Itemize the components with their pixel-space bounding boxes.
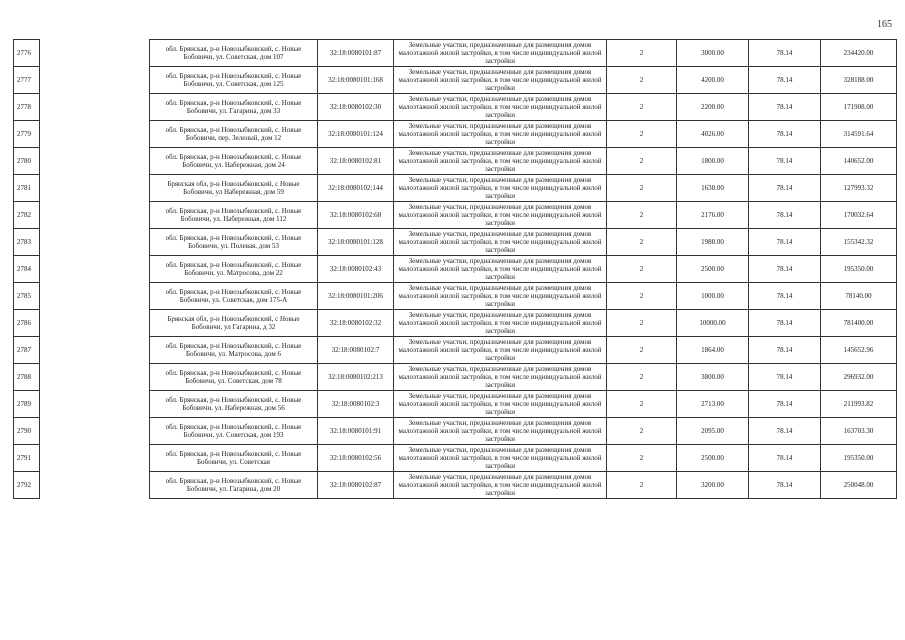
column-gap	[40, 256, 150, 283]
group-number-cell: 2	[607, 94, 677, 121]
group-number-cell: 2	[607, 310, 677, 337]
address-cell: обл. Брянская, р-н Новозыбковский, с. Новые Бобовичи, ул. Советская, дом 107	[150, 40, 318, 67]
cadastral-number-cell: 32:18:0080102:144	[318, 175, 394, 202]
area-cell: 1988.00	[677, 229, 749, 256]
cadastral-value-cell: 314591.64	[821, 121, 897, 148]
table-row	[14, 148, 897, 175]
cadastral-value-cell: 250048.00	[821, 472, 897, 499]
table-row	[14, 283, 897, 310]
column-gap	[40, 418, 150, 445]
column-gap	[40, 364, 150, 391]
unit-value-cell: 78.14	[749, 391, 821, 418]
land-use-cell: Земельные участки, предназначенные для размещения домов малоэтажной жилой застройки, в том числе индивидуальной жилой застройки	[394, 418, 607, 445]
cadastral-number-cell: 32:18:0080101:128	[318, 229, 394, 256]
cadastral-value-cell: 170032.64	[821, 202, 897, 229]
group-number-cell: 2	[607, 418, 677, 445]
group-number-cell: 2	[607, 148, 677, 175]
unit-value-cell: 78.14	[749, 445, 821, 472]
column-gap	[40, 202, 150, 229]
land-use-cell: Земельные участки, предназначенные для размещения домов малоэтажной жилой застройки, в том числе индивидуальной жилой застройки	[394, 229, 607, 256]
land-use-cell: Земельные участки, предназначенные для размещения домов малоэтажной жилой застройки, в том числе индивидуальной жилой застройки	[394, 175, 607, 202]
table-row	[14, 472, 897, 499]
group-number-cell: 2	[607, 202, 677, 229]
row-number: 2785	[14, 283, 40, 310]
group-number-cell: 2	[607, 337, 677, 364]
cadastral-value-cell: 78140.00	[821, 283, 897, 310]
row-number: 2780	[14, 148, 40, 175]
column-gap	[40, 391, 150, 418]
cadastral-number-cell: 32:18:0080101:87	[318, 40, 394, 67]
address-cell: обл. Брянская, р-н Новозыбковский, с. Новые Бобовичи, ул. Набережная, дом 24	[150, 148, 318, 175]
cadastral-number-cell: 32:18:0080102:87	[318, 472, 394, 499]
cadastral-number-cell: 32:18:0080101:168	[318, 67, 394, 94]
unit-value-cell: 78.14	[749, 40, 821, 67]
address-cell: обл. Брянская, р-н Новозыбковский, с. Новые Бобовичи, ул. Набережная, дом 112	[150, 202, 318, 229]
group-number-cell: 2	[607, 445, 677, 472]
land-use-cell: Земельные участки, предназначенные для размещения домов малоэтажной жилой застройки, в том числе индивидуальной жилой застройки	[394, 256, 607, 283]
cadastral-number-cell: 32:18:0080102:43	[318, 256, 394, 283]
column-gap	[40, 283, 150, 310]
table-row	[14, 418, 897, 445]
group-number-cell: 2	[607, 364, 677, 391]
land-plot-table	[13, 39, 897, 499]
cadastral-number-cell: 32:18:0080101:91	[318, 418, 394, 445]
row-number: 2778	[14, 94, 40, 121]
land-use-cell: Земельные участки, предназначенные для размещения домов малоэтажной жилой застройки, в том числе индивидуальной жилой застройки	[394, 121, 607, 148]
group-number-cell: 2	[607, 229, 677, 256]
area-cell: 1864.00	[677, 337, 749, 364]
page-number: 165	[877, 19, 892, 30]
cadastral-number-cell: 32:18:0080102:32	[318, 310, 394, 337]
address-cell: обл. Брянская, р-н Новозыбковский, с. Новые Бобовичи, ул. Полевая, дом 53	[150, 229, 318, 256]
cadastral-value-cell: 328188.00	[821, 67, 897, 94]
row-number: 2787	[14, 337, 40, 364]
table-row	[14, 202, 897, 229]
cadastral-value-cell: 145652.96	[821, 337, 897, 364]
unit-value-cell: 78.14	[749, 67, 821, 94]
land-use-cell: Земельные участки, предназначенные для размещения домов малоэтажной жилой застройки, в том числе индивидуальной жилой застройки	[394, 472, 607, 499]
land-use-cell: Земельные участки, предназначенные для размещения домов малоэтажной жилой застройки, в том числе индивидуальной жилой застройки	[394, 364, 607, 391]
cadastral-number-cell: 32:18:0080102:7	[318, 337, 394, 364]
row-number: 2783	[14, 229, 40, 256]
group-number-cell: 2	[607, 121, 677, 148]
address-cell: обл. Брянская, р-н Новозыбковский, с. Новые Бобовичи, ул. Советская	[150, 445, 318, 472]
column-gap	[40, 40, 150, 67]
table-row	[14, 256, 897, 283]
column-gap	[40, 472, 150, 499]
table-row	[14, 40, 897, 67]
table-row	[14, 445, 897, 472]
address-cell: обл. Брянская, р-н Новозыбковский, с. Новые Бобовичи, ул. Набережная, дом 56	[150, 391, 318, 418]
land-use-cell: Земельные участки, предназначенные для размещения домов малоэтажной жилой застройки, в том числе индивидуальной жилой застройки	[394, 391, 607, 418]
group-number-cell: 2	[607, 283, 677, 310]
cadastral-number-cell: 32:18:0080102:81	[318, 148, 394, 175]
row-number: 2777	[14, 67, 40, 94]
column-gap	[40, 337, 150, 364]
land-use-cell: Земельные участки, предназначенные для размещения домов малоэтажной жилой застройки, в том числе индивидуальной жилой застройки	[394, 67, 607, 94]
row-number: 2784	[14, 256, 40, 283]
table-row	[14, 310, 897, 337]
table-row	[14, 229, 897, 256]
unit-value-cell: 78.14	[749, 202, 821, 229]
land-use-cell: Земельные участки, предназначенные для размещения домов малоэтажной жилой застройки, в том числе индивидуальной жилой застройки	[394, 337, 607, 364]
unit-value-cell: 78.14	[749, 310, 821, 337]
column-gap	[40, 67, 150, 94]
area-cell: 1800.00	[677, 148, 749, 175]
address-cell: обл. Брянская, р-н Новозыбковский, с. Новые Бобовичи, пер. Зеленый, дом 12	[150, 121, 318, 148]
unit-value-cell: 78.14	[749, 256, 821, 283]
land-use-cell: Земельные участки, предназначенные для размещения домов малоэтажной жилой застройки, в том числе индивидуальной жилой застройки	[394, 40, 607, 67]
row-number: 2776	[14, 40, 40, 67]
cadastral-number-cell: 32:18:0080102:68	[318, 202, 394, 229]
column-gap	[40, 94, 150, 121]
cadastral-number-cell: 32:18:0080102:56	[318, 445, 394, 472]
area-cell: 2200.00	[677, 94, 749, 121]
row-number: 2789	[14, 391, 40, 418]
unit-value-cell: 78.14	[749, 229, 821, 256]
address-cell: обл. Брянская, р-н Новозыбковский, с. Новые Бобовичи, ул. Советская, дом 78	[150, 364, 318, 391]
column-gap	[40, 310, 150, 337]
table-row	[14, 364, 897, 391]
area-cell: 2713.00	[677, 391, 749, 418]
land-use-cell: Земельные участки, предназначенные для размещения домов малоэтажной жилой застройки, в том числе индивидуальной жилой застройки	[394, 283, 607, 310]
table-body	[14, 40, 897, 499]
address-cell: обл. Брянская, р-н Новозыбковский, с. Новые Бобовичи, ул. Советская, дом 175-А	[150, 283, 318, 310]
unit-value-cell: 78.14	[749, 94, 821, 121]
land-use-cell: Земельные участки, предназначенные для размещения домов малоэтажной жилой застройки, в том числе индивидуальной жилой застройки	[394, 148, 607, 175]
table-row	[14, 94, 897, 121]
land-use-cell: Земельные участки, предназначенные для размещения домов малоэтажной жилой застройки, в том числе индивидуальной жилой застройки	[394, 202, 607, 229]
cadastral-value-cell: 234420.00	[821, 40, 897, 67]
table-row	[14, 67, 897, 94]
row-number: 2782	[14, 202, 40, 229]
cadastral-value-cell: 140652.00	[821, 148, 897, 175]
cadastral-value-cell: 155342.32	[821, 229, 897, 256]
cadastral-value-cell: 195350.00	[821, 256, 897, 283]
area-cell: 1000.00	[677, 283, 749, 310]
address-cell: обл. Брянская, р-н Новозыбковский, с. Новые Бобовичи, ул. Советская, дом 125	[150, 67, 318, 94]
area-cell: 3000.00	[677, 40, 749, 67]
row-number: 2790	[14, 418, 40, 445]
unit-value-cell: 78.14	[749, 472, 821, 499]
table-row	[14, 121, 897, 148]
cadastral-number-cell: 32:18:0080102:213	[318, 364, 394, 391]
row-number: 2791	[14, 445, 40, 472]
group-number-cell: 2	[607, 67, 677, 94]
row-number: 2781	[14, 175, 40, 202]
cadastral-number-cell: 32:18:0080102:3	[318, 391, 394, 418]
address-cell: обл. Брянская, р-н Новозыбковский, с. Новые Бобовичи, ул. Матросова, дом 22	[150, 256, 318, 283]
area-cell: 3200.00	[677, 472, 749, 499]
group-number-cell: 2	[607, 175, 677, 202]
land-use-cell: Земельные участки, предназначенные для размещения домов малоэтажной жилой застройки, в том числе индивидуальной жилой застройки	[394, 94, 607, 121]
column-gap	[40, 445, 150, 472]
area-cell: 2176.00	[677, 202, 749, 229]
unit-value-cell: 78.14	[749, 337, 821, 364]
cadastral-value-cell: 163703.30	[821, 418, 897, 445]
cadastral-number-cell: 32:18:0080102:30	[318, 94, 394, 121]
address-cell: обл. Брянская, р-н Новозыбковский, с. Новые Бобовичи, ул. Гагарина, дом 33	[150, 94, 318, 121]
group-number-cell: 2	[607, 40, 677, 67]
column-gap	[40, 229, 150, 256]
column-gap	[40, 121, 150, 148]
unit-value-cell: 78.14	[749, 148, 821, 175]
address-cell: обл. Брянская, р-н Новозыбковский, с. Новые Бобовичи, ул. Матросова, дом 6	[150, 337, 318, 364]
land-use-cell: Земельные участки, предназначенные для размещения домов малоэтажной жилой застройки, в том числе индивидуальной жилой застройки	[394, 445, 607, 472]
cadastral-value-cell: 296932.00	[821, 364, 897, 391]
unit-value-cell: 78.14	[749, 283, 821, 310]
area-cell: 1638.00	[677, 175, 749, 202]
address-cell: Брянская обл, р-н Новозыбковский, с Новые Бобовичи, ул Гагарина, д 32	[150, 310, 318, 337]
table-row	[14, 337, 897, 364]
group-number-cell: 2	[607, 391, 677, 418]
group-number-cell: 2	[607, 472, 677, 499]
cadastral-value-cell: 171908.00	[821, 94, 897, 121]
row-number: 2779	[14, 121, 40, 148]
cadastral-number-cell: 32:18:0080101:124	[318, 121, 394, 148]
table-row	[14, 391, 897, 418]
row-number: 2786	[14, 310, 40, 337]
area-cell: 2095.00	[677, 418, 749, 445]
cadastral-value-cell: 127993.32	[821, 175, 897, 202]
unit-value-cell: 78.14	[749, 364, 821, 391]
unit-value-cell: 78.14	[749, 418, 821, 445]
cadastral-value-cell: 211993.82	[821, 391, 897, 418]
address-cell: обл. Брянская, р-н Новозыбковский, с. Новые Бобовичи, ул. Советская, дом 193	[150, 418, 318, 445]
row-number: 2788	[14, 364, 40, 391]
column-gap	[40, 175, 150, 202]
area-cell: 4200.00	[677, 67, 749, 94]
address-cell: обл. Брянская, р-н Новозыбковский, с. Новые Бобовичи, ул. Гагарина, дом 20	[150, 472, 318, 499]
column-gap	[40, 148, 150, 175]
area-cell: 2500.00	[677, 445, 749, 472]
area-cell: 10000.00	[677, 310, 749, 337]
area-cell: 4026.00	[677, 121, 749, 148]
area-cell: 2500.00	[677, 256, 749, 283]
group-number-cell: 2	[607, 256, 677, 283]
table-row	[14, 175, 897, 202]
unit-value-cell: 78.14	[749, 121, 821, 148]
cadastral-value-cell: 195350.00	[821, 445, 897, 472]
land-use-cell: Земельные участки, предназначенные для размещения домов малоэтажной жилой застройки, в том числе индивидуальной жилой застройки	[394, 310, 607, 337]
row-number: 2792	[14, 472, 40, 499]
cadastral-number-cell: 32:18:0080101:206	[318, 283, 394, 310]
cadastral-value-cell: 781400.00	[821, 310, 897, 337]
address-cell: Брянская обл, р-н Новозыбковский, с Новые Бобовичи, ул Набережная, дом 59	[150, 175, 318, 202]
unit-value-cell: 78.14	[749, 175, 821, 202]
area-cell: 3800.00	[677, 364, 749, 391]
